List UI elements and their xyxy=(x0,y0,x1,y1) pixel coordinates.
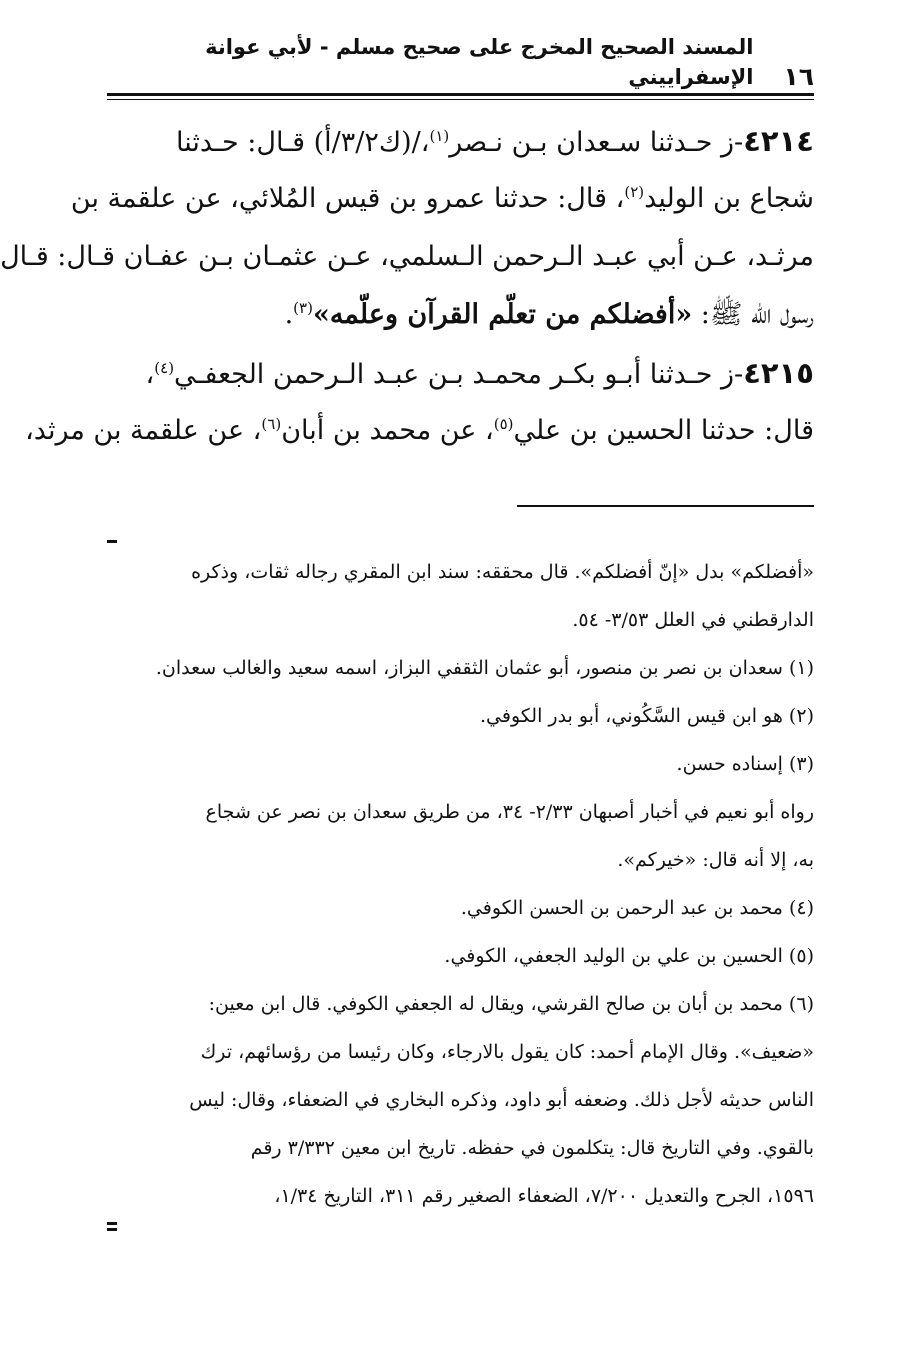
hadith-4214-line-1: ٤٢١٤-ز حـدثنا سـعدان بـن نـصر$^{(١)}$،/(ك٣/٢/أ) قـال: حـدثنا xyxy=(176,124,814,158)
footnote-2: (٢) هو ابن قيس السَّكُوني، أبو بدر الكوفي. xyxy=(480,705,814,727)
hadith-4214-line-2: شجاع بن الوليد$^{(٢)}$، قال: حدثنا عمرو بن قيس المُلائي، عن علقمة بن xyxy=(70,183,814,214)
hadith-4214-line-3: مرثـد، عـن أبي عبـد الـرحمن الـسلمي، عـن عثمـان بـن عفـان قـال: قـال xyxy=(0,241,814,272)
header-rule-thick xyxy=(107,93,814,96)
header-rule-thin xyxy=(107,99,814,100)
footnote-6-continued: الناس حديثه لأجل ذلك. وضعفه أبو داود، وذكره البخاري في الضعفاء، وقال: ليس xyxy=(189,1089,814,1111)
footnote-ref: (٦) xyxy=(261,415,282,433)
footnote-3-continued: رواه أبو نعيم في أخبار أصبهان ٢/٣٣- ٣٤، من طريق سعدان بن نصر عن شجاع xyxy=(205,801,814,823)
footnote-5: (٥) الحسين بن علي بن الوليد الجعفي، الكوفي. xyxy=(444,945,814,967)
footnote-ref: (٢) xyxy=(624,183,645,201)
footnote-ref: (٥) xyxy=(493,415,514,433)
running-title: المسند الصحيح المخرج على صحيح مسلم - لأبي عوانة الإسفراييني xyxy=(205,35,754,89)
footnote-1: (١) سعدان بن نصر بن منصور، أبو عثمان الثقفي البزاز، اسمه سعيد والغالب سعدان. xyxy=(155,657,814,679)
footnote-separator xyxy=(517,505,814,507)
hadith-text: «أفضلكم من تعلّم القرآن وعلّمه» xyxy=(312,299,693,330)
footnote-6-continued: «ضعيف». وقال الإمام أحمد: كان يقول بالارجاء، وكان رئيسا من رؤسائهم، ترك xyxy=(200,1041,814,1063)
hadith-number: ٤٢١٥ xyxy=(743,356,814,390)
continuation-mark-top xyxy=(107,1222,117,1225)
footnote-3-continued: به، إلا أنه قال: «خيركم». xyxy=(617,849,814,871)
footnote-3: (٣) إسناده حسن. xyxy=(676,753,814,775)
footnotes xyxy=(107,548,814,1220)
footnote-4: (٤) محمد بن عبد الرحمن بن الحسن الكوفي. xyxy=(460,897,814,919)
footnote-ref: (٣) xyxy=(293,299,313,317)
footnote-ref: (١) xyxy=(429,127,450,145)
hadith-number: ٤٢١٤ xyxy=(743,124,814,158)
continuation-dash xyxy=(107,540,117,543)
footnote-ref: (٤) xyxy=(154,359,175,377)
page-number: ١٦ xyxy=(783,62,814,91)
footnote-6-continued: ١٥٩٦، الجرح والتعديل ٧/٢٠٠، الضعفاء الصغير رقم ٣١١، التاريخ ١/٣٤، xyxy=(274,1185,814,1207)
continuation-mark-bottom xyxy=(107,1228,117,1231)
main-text xyxy=(0,112,814,460)
hadith-4214-line-4: رسول الله ﷺ: «أفضلكم من تعلّم القرآن وعلّمه»$^{(٣)}$. xyxy=(284,299,814,330)
footnote-6-continued: بالقوي. وفي التاريخ قال: يتكلمون في حفظه. تاريخ ابن معين ٣/٣٣٢ رقم xyxy=(250,1137,814,1159)
page-header xyxy=(107,35,814,92)
hadith-4215-line-1: ٤٢١٥-ز حـدثنا أبـو بكـر محمـد بـن عبـد الـرحمن الجعفـي$^{(٤)}$، xyxy=(145,356,814,390)
footnote-6: (٦) محمد بن أبان بن صالح القرشي، ويقال له الجعفي الكوفي. قال ابن معين: xyxy=(208,993,814,1015)
hadith-4215-line-2: قال: حدثنا الحسين بن علي$^{(٥)}$، عن محمد بن أبان$^{(٦)}$، عن علقمة بن مرثد، xyxy=(25,415,814,446)
footnote-continued-line: الدارقطني في العلل ٣/٥٣- ٥٤. xyxy=(572,609,814,631)
footnote-continued-line: «أفضلكم» بدل «إنّ أفضلكم». قال محققه: سند ابن المقري رجاله ثقات، وذكره xyxy=(191,561,814,583)
